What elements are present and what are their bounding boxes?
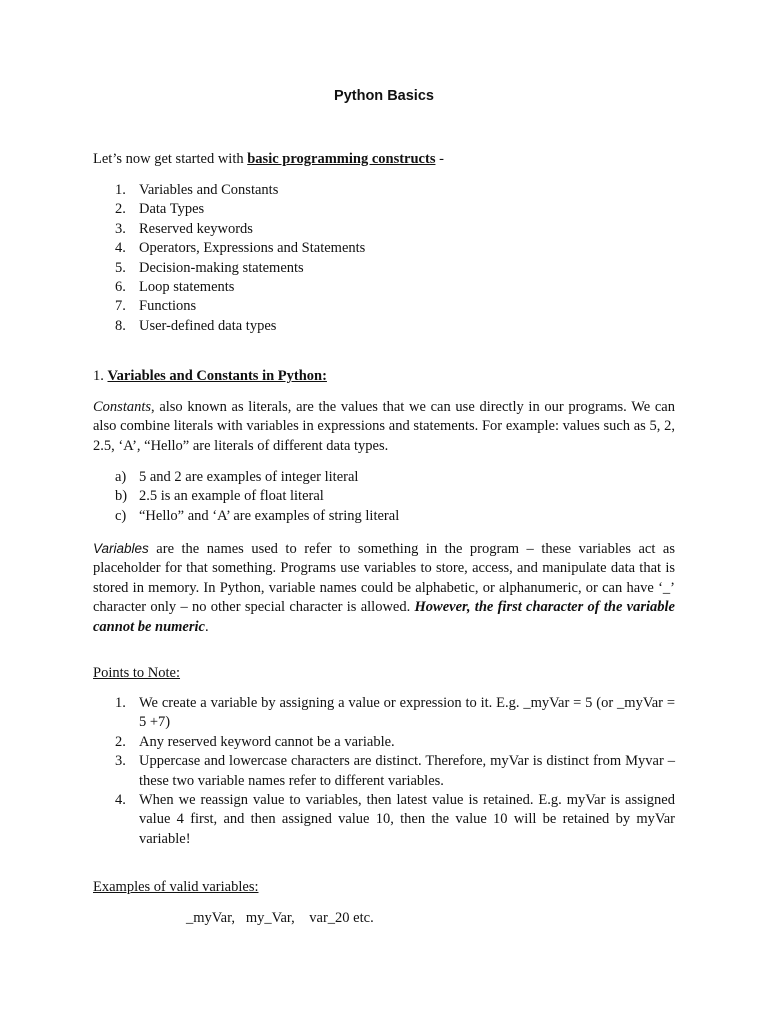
list-number: 8. [115,317,126,334]
list-number: 5. [115,259,126,276]
list-item [93,694,675,733]
list-item [93,468,675,487]
list-item [93,220,675,239]
points-list [93,694,675,849]
list-item-label: Data Types [139,201,205,218]
list-item [93,791,675,849]
section-number: 1. [93,368,108,384]
list-number: 7. [115,298,126,315]
intro-suffix: - [435,151,444,167]
list-item [93,733,675,752]
list-item-label: 2.5 is an example of float literal [139,488,324,505]
points-heading: Points to Note: [93,665,181,681]
intro-paragraph [93,150,675,169]
list-item-label: User-defined data types [139,317,277,334]
list-number: 3. [115,753,126,770]
list-item-label: We create a variable by assigning a value or expression to it. E.g. _myVar = 5 (or _myVar = 5 +7) [139,695,675,731]
variables-paragraph [93,539,675,637]
examples-heading: Examples of valid variables: [93,879,259,895]
list-number: 2. [115,733,126,750]
list-item-label: 5 and 2 are examples of integer literal [139,469,359,485]
intro-prefix: Let’s now get started with [93,151,248,167]
list-item-label: Functions [139,298,197,315]
list-item-label: Any reserved keyword cannot be a variable. [139,733,395,750]
list-item [93,297,675,316]
constructs-list [93,181,675,336]
list-item [93,259,675,278]
variables-term: Variables [93,541,149,556]
list-item [93,278,675,297]
list-item [93,200,675,219]
list-number: 3. [115,220,126,237]
list-number: 2. [115,201,126,218]
list-item [93,317,675,336]
list-number: c) [115,507,127,524]
list-item [93,239,675,258]
list-number: 4. [115,240,126,257]
list-item-label: Decision-making statements [139,259,304,276]
list-item [93,487,675,506]
list-number: 4. [115,792,126,809]
section-heading [93,367,675,386]
list-item [93,181,675,200]
constants-term: Constants [93,399,152,415]
list-item [93,752,675,791]
list-item-label: Operators, Expressions and Statements [139,240,366,257]
list-item-label: “Hello” and ‘A’ are examples of string literal [139,507,400,524]
literal-examples-list [93,468,675,526]
list-number: 1. [115,182,126,198]
list-item-label: Uppercase and lowercase characters are distinct. Therefore, myVar is distinct from Myvar – these two variable names refer to different variables. [139,753,675,789]
list-item-label: Variables and Constants [139,182,279,198]
list-number: a) [115,469,127,485]
list-item [93,507,675,526]
examples-text: _myVar, my_Var, var_20 etc. [186,910,374,926]
section-title: Variables and Constants in Python: [107,368,327,384]
constants-paragraph [93,398,675,456]
list-item-label: Loop statements [139,279,235,296]
variables-emphasis: However, the first character of the variable cannot be numeric [93,599,675,635]
list-number: 6. [115,279,126,296]
constants-text: , also known as literals, are the values that we can use directly in our programs. We can also combine literals with variables in expressions and statements. For example: values such as 5, 2, 2.5, ‘A’, “Hello” are literals of different data types. [93,399,675,454]
variables-end: . [204,618,209,635]
variables-text: are the names used to refer to something in the program – these variables act as placeholder for that something. Programs use variables to store, access, and manipulate data that is stored in memory. In Python, variable names could be alphabetic, or alphanumeric, or can have ‘_’ character only – no other special character is allowed. [93,541,675,616]
intro-emphasis: basic programming constructs [247,151,436,167]
page-title: Python Basics [334,88,434,104]
list-item-label: Reserved keywords [139,220,253,237]
list-number: 1. [115,695,126,711]
list-number: b) [115,488,128,505]
list-item-label: When we reassign value to variables, then latest value is retained. E.g. myVar is assigned value 4 first, and then assigned value 10, then the value 10 will be retained by myVar variable! [139,792,675,847]
